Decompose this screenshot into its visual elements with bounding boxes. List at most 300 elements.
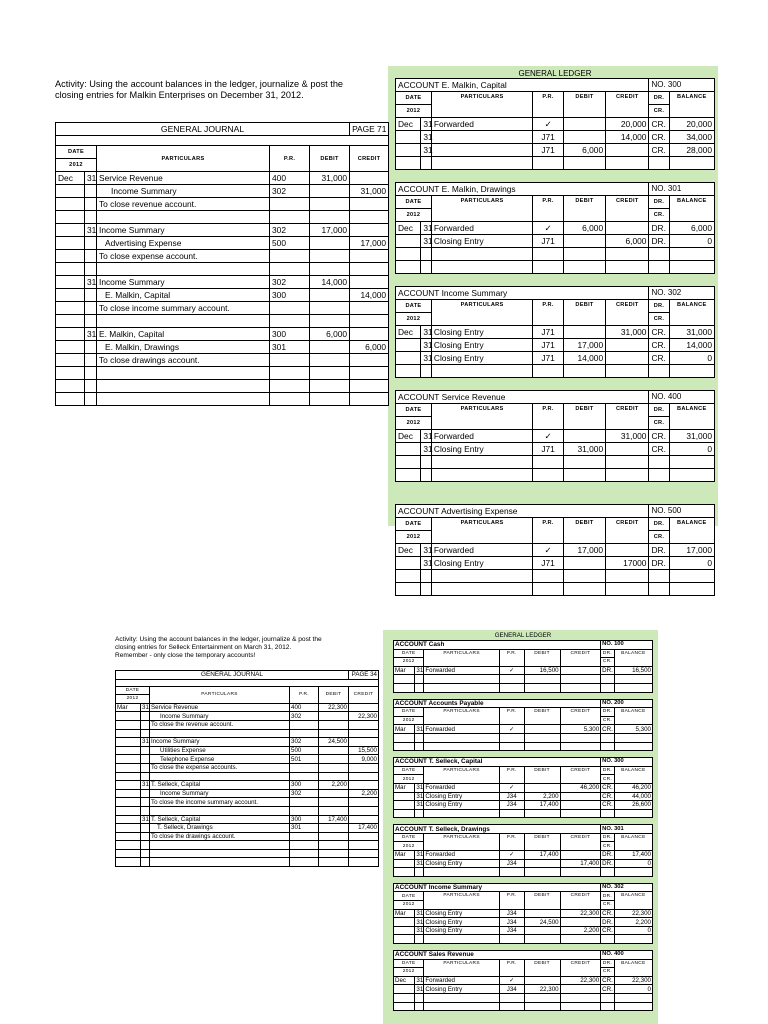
ledger-day (415, 993, 424, 1002)
journal-credit: 14,000 (350, 289, 389, 302)
ledger-row (394, 783, 653, 792)
journal-particulars: Income Summary (150, 789, 290, 798)
ledger-month (396, 352, 421, 365)
ledger-particulars: Closing Entry (424, 801, 499, 810)
journal-header-credit: CREDIT (350, 146, 389, 172)
journal-header-particulars: PARTICULARS (97, 146, 270, 172)
ledger-blank-cell (649, 365, 669, 378)
ledger-drcr: CR. (602, 725, 613, 733)
ledger-day (421, 248, 432, 261)
journal-row (56, 341, 389, 354)
journal-debit (319, 720, 349, 729)
ledger-month (394, 859, 415, 868)
journal-debit (319, 772, 349, 781)
journal-row (116, 824, 379, 833)
ledger-row (394, 909, 653, 918)
ledger-day: 31 (421, 557, 432, 570)
ledger-header-year: 2012 (394, 775, 424, 784)
ledger-blank-cell (601, 683, 615, 692)
ledger-account-no: NO. 200 (601, 699, 653, 708)
ledger-drcr: CR. (602, 927, 613, 935)
ledger-credit: 17000 (606, 557, 649, 570)
ledger-credit (606, 352, 649, 365)
ledger-debit: 22,300 (524, 985, 560, 994)
journal-pr: 400 (270, 172, 310, 185)
ledger-account-header (396, 391, 715, 404)
journal-credit (350, 172, 389, 185)
journal-debit (310, 211, 350, 224)
journal-month (116, 798, 141, 807)
ledger-debit (563, 557, 605, 570)
journal-header-date: DATE (56, 146, 97, 159)
ledger-debit: 17,000 (563, 544, 605, 557)
journal-day: 31 (85, 172, 97, 185)
ledger-particulars: Closing Entry (431, 557, 532, 570)
ledger-debit (524, 976, 560, 985)
ledger-header-debit: DEBIT (524, 833, 560, 850)
ledger-debit (524, 859, 560, 868)
journal-particulars: To close the revenue account. (150, 720, 290, 729)
ledger-credit: 22,300 (560, 976, 601, 985)
journal-debit (310, 250, 350, 263)
ledger-month (394, 792, 415, 801)
journal-pr: 300 (290, 815, 319, 824)
ledger-blank-cell (601, 742, 615, 751)
journal-pr: 302 (290, 789, 319, 798)
ledger-header-dr: DR. (601, 766, 615, 775)
ledger-particulars (431, 570, 532, 583)
journal-debit (310, 341, 350, 354)
ledger-drcr: CR. (602, 784, 613, 792)
journal-particulars (97, 263, 270, 276)
journal-particulars: Utilities Expense (150, 746, 290, 755)
ledger-row (394, 666, 653, 675)
ledger-particulars (424, 733, 499, 742)
ledger-credit (606, 544, 649, 557)
ledger-blank-cell (415, 935, 424, 944)
ledger-header-credit: CREDIT (560, 708, 601, 725)
journal-credit: 9,000 (349, 755, 379, 764)
journal-month (56, 237, 85, 250)
ledger-header-balance: BALANCE (669, 404, 714, 430)
ledger-balance: 14,000 (669, 339, 714, 352)
journal-particulars: Income Summary (97, 185, 270, 198)
ledger-header-cr: CR. (601, 901, 615, 910)
ledger-header-date: DATE (396, 196, 432, 209)
ledger-account (393, 950, 653, 1011)
ledger-account-header (394, 883, 653, 892)
ledger-header-pr: P.R. (533, 300, 564, 326)
ledger-row (396, 430, 715, 443)
journal-month (116, 789, 141, 798)
general-journal-2 (115, 670, 379, 867)
journal-credit (349, 738, 379, 747)
journal-debit (319, 746, 349, 755)
journal-credit (349, 849, 379, 858)
ledger-header-year: 2012 (396, 313, 432, 326)
ledger-credit (560, 801, 601, 810)
ledger-header-credit: CREDIT (560, 766, 601, 783)
ledger-credit (606, 339, 649, 352)
ledger-drcr (601, 993, 615, 1002)
ledger-header-debit: DEBIT (524, 892, 560, 909)
ledger-blank-row (396, 469, 715, 482)
ledger-particulars (431, 248, 532, 261)
ledger-blank-cell (649, 261, 669, 274)
ledger-row (396, 144, 715, 157)
ledger-header-dr: DR. (649, 518, 669, 531)
ledger-drcr: CR. (602, 977, 613, 985)
ledger-drcr: DR. (602, 859, 613, 867)
journal-month (116, 858, 141, 867)
journal-day (85, 315, 97, 328)
ledger-pr: J34 (499, 909, 524, 918)
journal-credit (349, 841, 379, 850)
ledger-header-credit: CREDIT (606, 518, 649, 544)
ledger-particulars: Closing Entry (431, 443, 532, 456)
ledger-month (396, 456, 421, 469)
ledger-particulars: Forwarded (424, 976, 499, 985)
ledger-blank-cell (563, 583, 605, 596)
ledger-row (396, 352, 715, 365)
ledger-header-date: DATE (396, 92, 432, 105)
ledger-blank-cell (415, 809, 424, 818)
ledger-account-header (396, 505, 715, 518)
ledger-row (394, 792, 653, 801)
ledger-month: Dec (396, 430, 421, 443)
ledger-row (396, 557, 715, 570)
ledger-row (394, 993, 653, 1002)
ledger-balance (614, 733, 652, 742)
ledger-header-year: 2012 (396, 417, 432, 430)
ledger-pr: ✓ (533, 118, 564, 131)
ledger-row (396, 570, 715, 583)
journal-month (116, 781, 141, 790)
ledger-blank-cell (415, 742, 424, 751)
ledger-drcr (649, 456, 669, 469)
journal-debit: 2,200 (319, 781, 349, 790)
journal-month (56, 224, 85, 237)
ledger-drcr: CR. (649, 131, 669, 144)
general-ledger-2 (393, 640, 653, 1011)
journal-debit (310, 185, 350, 198)
journal-debit: 31,000 (310, 172, 350, 185)
journal-row (116, 849, 379, 858)
ledger-balance: 46,200 (614, 783, 652, 792)
journal-credit (349, 772, 379, 781)
ledger-pr: ✓ (499, 666, 524, 675)
ledger-particulars: Closing Entry (424, 909, 499, 918)
ledger-day (421, 456, 432, 469)
ledger-blank-cell (499, 683, 524, 692)
ledger-blank-cell (424, 809, 499, 818)
ledger-particulars: Closing Entry (424, 985, 499, 994)
ledger-particulars (431, 456, 532, 469)
ledger-debit (524, 733, 560, 742)
journal-day (85, 393, 97, 406)
journal-day (141, 712, 150, 721)
ledger-row (394, 926, 653, 935)
ledger-header-credit: CREDIT (560, 892, 601, 909)
ledger-credit (606, 222, 649, 235)
journal-day: 31 (85, 328, 97, 341)
ledger-blank-cell (394, 809, 415, 818)
ledger-header-particulars: PARTICULARS (431, 92, 532, 118)
ledger-header-year: 2012 (394, 842, 424, 851)
ledger-header-date: DATE (396, 404, 432, 417)
activity2-line-1: Activity: Using the account balances in the ledger, journalize & post the (115, 636, 322, 643)
ledger-month (396, 570, 421, 583)
journal-month (116, 738, 141, 747)
ledger-debit (563, 456, 605, 469)
journal-debit (310, 289, 350, 302)
ledger-balance: 6,000 (669, 222, 714, 235)
journal-debit (310, 354, 350, 367)
journal2-title: GENERAL JOURNAL (116, 671, 349, 680)
ledger-blank-cell (524, 683, 560, 692)
ledger-header-pr: P.R. (499, 708, 524, 725)
ledger-pr: J71 (533, 443, 564, 456)
ledger-debit: 17,000 (563, 339, 605, 352)
ledger-header-balance: BALANCE (669, 92, 714, 118)
ledger-account-no: NO. 400 (649, 391, 715, 404)
ledger-blank-cell (499, 935, 524, 944)
journal-pr: 302 (270, 276, 310, 289)
ledger-account (395, 286, 715, 378)
ledger-balance: 20,000 (669, 118, 714, 131)
ledger-particulars: Closing Entry (431, 326, 532, 339)
journal-month (56, 185, 85, 198)
ledger-header-row (394, 892, 653, 901)
journal-particulars (97, 315, 270, 328)
ledger-blank-cell (614, 935, 652, 944)
journal-particulars (150, 729, 290, 738)
journal-credit (349, 815, 379, 824)
ledger-header-debit: DEBIT (563, 300, 605, 326)
ledger-header-particulars: PARTICULARS (424, 959, 499, 976)
journal-pr (270, 250, 310, 263)
activity-line-1: Activity: Using the account balances in the ledger, journalize & post the (55, 79, 344, 89)
ledger-pr: J34 (499, 859, 524, 868)
ledger-account (393, 757, 653, 818)
journal-day: 31 (142, 738, 149, 746)
ledger-month (394, 801, 415, 810)
journal-credit (350, 302, 389, 315)
ledger-account-header (396, 287, 715, 300)
ledger-particulars: Forwarded (431, 430, 532, 443)
ledger-header-pr: P.R. (533, 92, 564, 118)
ledger-account-no: NO. 100 (601, 641, 653, 650)
ledger-header-dr: DR. (601, 833, 615, 842)
ledger-header-pr: P.R. (533, 518, 564, 544)
journal-pr (270, 354, 310, 367)
journal-pr (270, 302, 310, 315)
journal-credit (350, 224, 389, 237)
ledger-credit (560, 733, 601, 742)
ledger-drcr: CR. (602, 985, 613, 993)
ledger-header-dr: DR. (601, 959, 615, 968)
ledger-blank-cell (415, 868, 424, 877)
ledger-balance: 17,400 (614, 851, 652, 860)
ledger-blank-cell (424, 742, 499, 751)
journal-debit (310, 380, 350, 393)
ledger-pr: J71 (533, 131, 564, 144)
ledger-month: Mar (394, 725, 415, 734)
journal-pr (270, 263, 310, 276)
journal-credit: 6,000 (350, 341, 389, 354)
journal-month (56, 289, 85, 302)
ledger-debit (524, 993, 560, 1002)
ledger-header-balance: BALANCE (614, 708, 652, 725)
journal-row (56, 289, 389, 302)
journal-day (141, 789, 150, 798)
ledger-account (395, 504, 715, 596)
ledger-blank-cell (606, 469, 649, 482)
journal-particulars: T. Selleck, Capital (150, 781, 290, 790)
activity-line-2: closing entries for Malkin Enterprises on December 31, 2012. (55, 90, 304, 100)
journal-pr (290, 763, 319, 772)
ledger-month (396, 557, 421, 570)
ledger-header-particulars: PARTICULARS (424, 833, 499, 850)
ledger-header-particulars: PARTICULARS (431, 196, 532, 222)
journal-month (116, 763, 141, 772)
ledger-drcr: CR. (649, 118, 669, 131)
journal-day (85, 289, 97, 302)
ledger-pr: J71 (533, 557, 564, 570)
ledger-particulars: Forwarded (431, 222, 532, 235)
ledger-blank-cell (396, 583, 421, 596)
journal-day (141, 746, 150, 755)
ledger-day: 31 (421, 339, 432, 352)
journal-particulars: E. Malkin, Drawings (97, 341, 270, 354)
ledger-month (396, 144, 421, 157)
ledger-account-name: ACCOUNT Sales Revenue (394, 951, 601, 960)
ledger-particulars (431, 144, 532, 157)
journal-month (56, 380, 85, 393)
ledger-blank-cell (533, 469, 564, 482)
journal-row (116, 720, 379, 729)
journal-credit (349, 832, 379, 841)
ledger-credit: 17,400 (560, 859, 601, 868)
ledger-header-date: DATE (394, 833, 424, 842)
ledger-account-no: NO. 301 (601, 825, 653, 834)
ledger-drcr: DR. (602, 918, 613, 926)
journal-debit (310, 393, 350, 406)
ledger-balance: 0 (669, 235, 714, 248)
ledger-header-debit: DEBIT (524, 649, 560, 666)
journal-day: 31 (85, 224, 97, 237)
journal-debit (310, 263, 350, 276)
ledger-header-dr: DR. (601, 892, 615, 901)
journal-pr (290, 841, 319, 850)
ledger-day: 31 (416, 667, 424, 675)
journal-debit (319, 806, 349, 815)
ledger-blank-row (394, 809, 653, 818)
ledger-header-row (394, 708, 653, 717)
ledger-blank-cell (669, 583, 714, 596)
ledger-header-dr: DR. (601, 649, 615, 658)
journal-row (56, 172, 389, 185)
ledger-header-year: 2012 (394, 716, 424, 725)
ledger-blank-cell (563, 261, 605, 274)
ledger-title: GENERAL LEDGER (518, 69, 592, 78)
journal-day (141, 763, 150, 772)
journal-row (56, 185, 389, 198)
ledger-drcr: CR. (602, 792, 613, 800)
journal-particulars: Income Summary (150, 712, 290, 721)
ledger-blank-cell (601, 1002, 615, 1011)
ledger-account-header (396, 79, 715, 92)
ledger-header-credit: CREDIT (606, 92, 649, 118)
journal-credit (349, 858, 379, 867)
journal-month (56, 263, 85, 276)
ledger-blank-cell (614, 809, 652, 818)
ledger-balance: 31,000 (669, 326, 714, 339)
ledger-blank-cell (601, 868, 615, 877)
ledger-pr: ✓ (499, 725, 524, 734)
ledger-blank-cell (421, 157, 432, 170)
ledger-row (396, 248, 715, 261)
ledger-day: 31 (421, 430, 432, 443)
ledger-blank-cell (499, 1002, 524, 1011)
journal-month (56, 354, 85, 367)
journal-pr: 301 (290, 824, 319, 833)
journal-row (56, 302, 389, 315)
ledger-blank-cell (431, 157, 532, 170)
journal-pr: 301 (270, 341, 310, 354)
ledger-header-credit: CREDIT (560, 959, 601, 976)
ledger-blank-cell (499, 868, 524, 877)
journal-particulars (150, 806, 290, 815)
journal-particulars: Income Summary (150, 738, 290, 747)
journal-day: 31 (142, 815, 149, 823)
journal-row (116, 806, 379, 815)
ledger-account (393, 824, 653, 877)
journal-day (85, 185, 97, 198)
journal-pr (290, 772, 319, 781)
ledger-blank-cell (614, 1002, 652, 1011)
ledger-day: 31 (416, 909, 424, 917)
ledger-credit (606, 570, 649, 583)
journal-pr (270, 393, 310, 406)
ledger-header-particulars: PARTICULARS (431, 300, 532, 326)
journal-row (116, 763, 379, 772)
ledger-credit (560, 918, 601, 927)
journal-month (56, 211, 85, 224)
ledger-blank-cell (606, 261, 649, 274)
ledger-balance: 0 (669, 557, 714, 570)
journal-month (56, 198, 85, 211)
journal-pr (290, 858, 319, 867)
journal2-header-year: 2012 (116, 695, 150, 704)
journal-day (85, 380, 97, 393)
ledger-month (396, 443, 421, 456)
ledger-blank-cell (524, 809, 560, 818)
ledger-blank-cell (563, 469, 605, 482)
journal-debit (319, 832, 349, 841)
ledger-particulars (424, 993, 499, 1002)
journal-pr (270, 198, 310, 211)
ledger-pr: ✓ (499, 783, 524, 792)
ledger-blank-cell (394, 868, 415, 877)
ledger-month (394, 918, 415, 927)
ledger-pr (499, 993, 524, 1002)
journal-day: 31 (142, 704, 149, 712)
journal-particulars: T. Selleck, Drawings (150, 824, 290, 833)
ledger-debit (563, 118, 605, 131)
ledger-blank-row (394, 868, 653, 877)
journal-particulars: To close the expense accounts. (150, 763, 290, 772)
